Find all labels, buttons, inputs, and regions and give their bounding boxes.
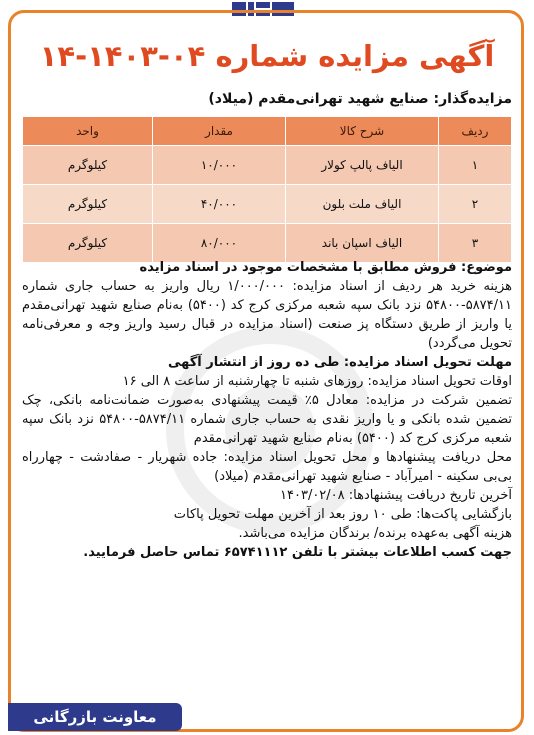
table-row xyxy=(23,224,512,263)
table-header-row xyxy=(23,117,512,146)
col-unit-header: واحد xyxy=(23,117,153,146)
opening-line: بازگشایی پاکت‌ها: طی ۱۰ روز بعد از آخرین مهلت تحویل پاکات xyxy=(173,507,512,522)
table-cell: الیاف اسپان باند xyxy=(286,224,439,263)
contact-line: جهت کسب اطلاعات بیشتر با تلفن ۶۵۷۴۱۱۱۲ تماس حاصل فرمایید. xyxy=(83,545,512,560)
items-table xyxy=(22,116,512,263)
table-cell: ۳ xyxy=(439,224,512,263)
table-cell: الیاف پالپ کولار xyxy=(286,146,439,185)
col-row-header: ردیف xyxy=(439,117,512,146)
table-cell: الیاف ملت بلون xyxy=(286,185,439,224)
delivery-hours-line: اوقات تحویل اسناد مزایده: روزهای شنبه تا چهارشنبه از ساعت ۸ الی ۱۶ xyxy=(122,374,512,389)
table-cell: کیلوگرم xyxy=(23,146,153,185)
ad-cost-line: هزینه آگهی به‌عهده برنده/ برندگان مزایده می‌باشد. xyxy=(238,526,512,541)
table-cell: ۸۰/۰۰۰ xyxy=(153,224,286,263)
notice-body xyxy=(22,258,512,562)
guarantee-paragraph: تضمین شرکت در مزایده: معادل ۵٪ قیمت پیشنهادی به‌صورت ضمانت‌نامه بانکی، چک تضمین شده بانکی و یا واریز نقدی به حساب جاری شماره ۵۸۷۴/۱۱-۵۴۸۰۰ نزد بانک سپه شعبه مرکزی کرج کد (۵۴۰۰) به‌نام صنایع شهید تهرانی‌مقدم xyxy=(22,393,512,446)
col-quantity-header: مقدار xyxy=(153,117,286,146)
table-cell: ۱ xyxy=(439,146,512,185)
col-description-header: شرح کالا xyxy=(286,117,439,146)
document-fee-paragraph: هزینه خرید هر ردیف از اسناد مزایده: ۱/۰۰۰/۰۰۰ ریال واریز به حساب جاری شماره ۵۸۷۴/۱۱-۵۴۸۰۰ نزد بانک سپه شعبه مرکزی کرج کد (۵۴۰۰) به‌نام صنایع شهید تهرانی‌مقدم یا واریز از طریق دستگاه پز صنعت (اسناد مزایده در قبال رسید واریز وجه و معرفی‌نامه تحویل می‌گردد) xyxy=(22,279,512,351)
department-badge: معاونت بازرگانی xyxy=(8,703,182,731)
submission-location-paragraph: محل دریافت پیشنهادها و محل تحویل اسناد مزایده: جاده شهریار - صفادشت - چهارراه بی‌بی سکینه - امیرآباد - صنایع شهید تهرانی‌مقدم (میلاد) xyxy=(22,450,512,484)
table-cell: ۴۰/۰۰۰ xyxy=(153,185,286,224)
notice-subtitle: مزایده‌گذار: صنایع شهید تهرانی‌مقدم (میلاد) xyxy=(208,91,512,107)
delivery-deadline-line: مهلت تحویل اسناد مزایده: طی ده روز از انتشار آگهی xyxy=(168,355,512,370)
table-cell: کیلوگرم xyxy=(23,224,153,263)
table-cell: ۲ xyxy=(439,185,512,224)
table-row xyxy=(23,146,512,185)
table-cell: ۱۰/۰۰۰ xyxy=(153,146,286,185)
table-cell: کیلوگرم xyxy=(23,185,153,224)
subject-line: موضوع: فروش مطابق با مشخصات موجود در اسناد مزایده xyxy=(139,260,512,275)
last-date-line: آخرین تاریخ دریافت پیشنهادها: ۱۴۰۳/۰۲/۰۸ xyxy=(280,488,512,503)
table-row xyxy=(23,185,512,224)
notice-title: آگهی مزایده شماره ۰۴-۱۴۰۳-۱۴ xyxy=(39,39,495,73)
